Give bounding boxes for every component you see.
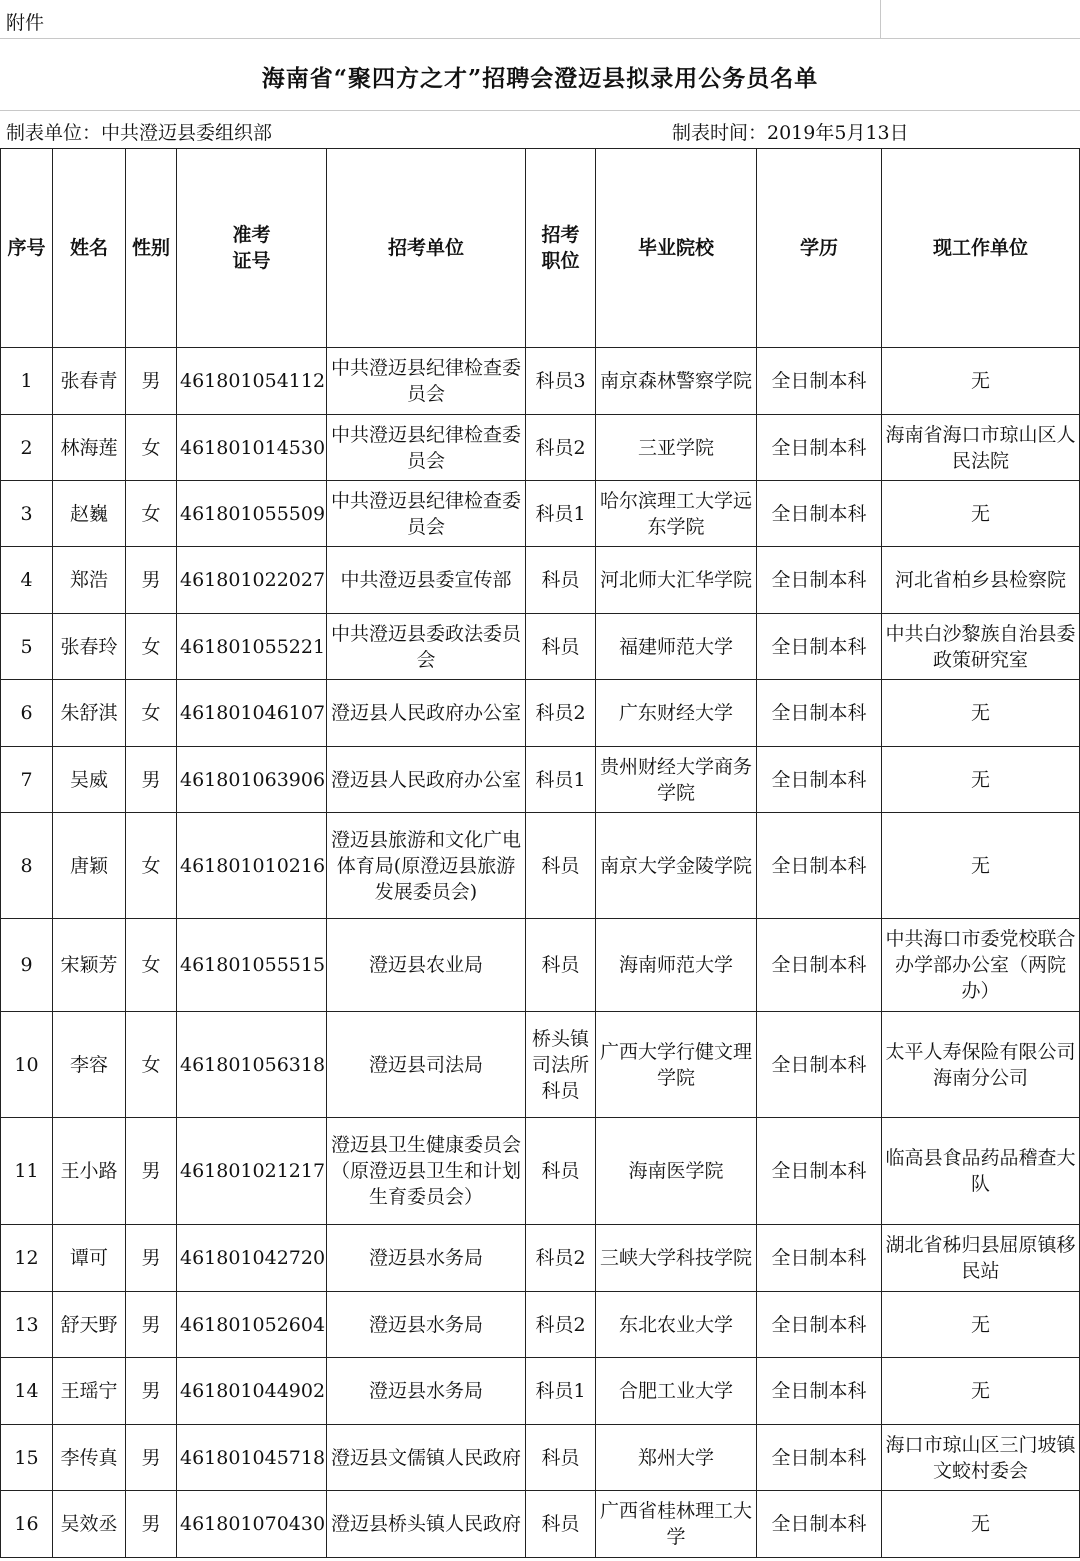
header-education: 学历 [757,149,882,348]
table-row [1,680,1080,747]
cell-gender: 女 [126,813,177,919]
cell-position: 科员3 [526,348,596,415]
cell-position: 科员 [526,1425,596,1491]
cell-school: 贵州财经大学商务学院 [596,747,757,813]
cell-position: 科员1 [526,481,596,547]
cell-seq: 14 [1,1358,53,1425]
header-unit: 招考单位 [327,149,526,348]
made-by-unit: 制表单位：中共澄迈县委组织部 [6,122,273,144]
cell-school: 南京大学金陵学院 [596,813,757,919]
cell-education: 全日制本科 [757,747,882,813]
header-position: 招考 职位 [526,149,596,348]
cell-unit: 澄迈县文儒镇人民政府 [327,1425,526,1491]
cell-education: 全日制本科 [757,1491,882,1558]
cell-current-employer: 无 [882,680,1080,747]
cell-seq: 5 [1,614,53,680]
cell-current-employer: 无 [882,1358,1080,1425]
cell-school: 广西大学行健文理学院 [596,1012,757,1118]
cell-gender: 男 [126,1118,177,1225]
cell-name: 张春青 [53,348,126,415]
cell-education: 全日制本科 [757,680,882,747]
cell-school: 广西省桂林理工大学 [596,1491,757,1558]
cell-seq: 1 [1,348,53,415]
cell-name: 林海莲 [53,415,126,481]
cell-school: 郑州大学 [596,1425,757,1491]
cell-unit: 中共澄迈县纪律检查委员会 [327,481,526,547]
cell-education: 全日制本科 [757,1358,882,1425]
table-row [1,1358,1080,1425]
cell-education: 全日制本科 [757,919,882,1012]
cell-exam-id: 461801014530 [177,415,327,481]
cell-name: 王瑶宁 [53,1358,126,1425]
cell-unit: 中共澄迈县委政法委员会 [327,614,526,680]
cell-unit: 澄迈县人民政府办公室 [327,747,526,813]
cell-position: 科员2 [526,1225,596,1292]
header-exam-id: 准考 证号 [177,149,327,348]
cell-seq: 15 [1,1425,53,1491]
cell-education: 全日制本科 [757,1118,882,1225]
cell-position: 科员 [526,1118,596,1225]
cell-education: 全日制本科 [757,1225,882,1292]
header-row [1,149,1080,348]
cell-education: 全日制本科 [757,547,882,614]
cell-school: 福建师范大学 [596,614,757,680]
cell-current-employer: 海口市琼山区三门坡镇文蛟村委会 [882,1425,1080,1491]
cell-current-employer: 无 [882,813,1080,919]
cell-current-employer: 无 [882,1491,1080,1558]
cell-name: 舒天野 [53,1292,126,1358]
table-row [1,1491,1080,1558]
cell-exam-id: 461801055515 [177,919,327,1012]
cell-name: 郑浩 [53,547,126,614]
cell-gender: 女 [126,415,177,481]
cell-school: 合肥工业大学 [596,1358,757,1425]
cell-current-employer: 无 [882,747,1080,813]
cell-position: 科员 [526,1491,596,1558]
cell-name: 谭可 [53,1225,126,1292]
cell-school: 广东财经大学 [596,680,757,747]
cell-current-employer: 无 [882,1292,1080,1358]
cell-seq: 8 [1,813,53,919]
cell-school: 哈尔滨理工大学远东学院 [596,481,757,547]
cell-position: 科员2 [526,680,596,747]
cell-name: 宋颖芳 [53,919,126,1012]
cell-name: 赵巍 [53,481,126,547]
cell-seq: 3 [1,481,53,547]
table-row [1,813,1080,919]
cell-exam-id: 461801042720 [177,1225,327,1292]
cell-current-employer: 河北省柏乡县检察院 [882,547,1080,614]
title-row [0,38,1080,111]
cell-position: 科员 [526,547,596,614]
cell-education: 全日制本科 [757,813,882,919]
table-row [1,614,1080,680]
table-row [1,1225,1080,1292]
cell-school: 海南师范大学 [596,919,757,1012]
cell-exam-id: 461801055509 [177,481,327,547]
cell-position: 桥头镇司法所科员 [526,1012,596,1118]
cell-position: 科员1 [526,747,596,813]
cell-unit: 澄迈县人民政府办公室 [327,680,526,747]
cell-unit: 中共澄迈县纪律检查委员会 [327,348,526,415]
cell-gender: 男 [126,1225,177,1292]
cell-gender: 男 [126,747,177,813]
table-row [1,1118,1080,1225]
table-row [1,747,1080,813]
cell-education: 全日制本科 [757,614,882,680]
cell-school: 三峡大学科技学院 [596,1225,757,1292]
cell-exam-id: 461801052604 [177,1292,327,1358]
cell-current-employer: 无 [882,481,1080,547]
cell-seq: 2 [1,415,53,481]
cell-unit: 澄迈县农业局 [327,919,526,1012]
cell-unit: 澄迈县水务局 [327,1225,526,1292]
cell-exam-id: 461801010216 [177,813,327,919]
cell-exam-id: 461801021217 [177,1118,327,1225]
cell-unit: 澄迈县卫生健康委员会（原澄迈县卫生和计划生育委员会） [327,1118,526,1225]
table-row [1,1425,1080,1491]
cell-education: 全日制本科 [757,1012,882,1118]
cell-gender: 男 [126,547,177,614]
cell-unit: 澄迈县水务局 [327,1292,526,1358]
cell-current-employer: 太平人寿保险有限公司海南分公司 [882,1012,1080,1118]
cell-exam-id: 461801055221 [177,614,327,680]
cell-seq: 7 [1,747,53,813]
header-seq: 序号 [1,149,53,348]
cell-unit: 澄迈县司法局 [327,1012,526,1118]
made-date: 制表时间：2019年5月13日 [672,122,909,144]
cell-exam-id: 461801056318 [177,1012,327,1118]
header-school: 毕业院校 [596,149,757,348]
cell-exam-id: 461801063906 [177,747,327,813]
cell-education: 全日制本科 [757,348,882,415]
cell-unit: 中共澄迈县纪律检查委员会 [327,415,526,481]
candidate-table [0,148,1080,1558]
cell-unit: 中共澄迈县委宣传部 [327,547,526,614]
document-title: 海南省“聚四方之才”招聘会澄迈县拟录用公务员名单 [261,65,819,92]
cell-current-employer: 湖北省秭归县屈原镇移民站 [882,1225,1080,1292]
cell-seq: 4 [1,547,53,614]
cell-gender: 女 [126,614,177,680]
header-name: 姓名 [53,149,126,348]
cell-exam-id: 461801070430 [177,1491,327,1558]
cell-name: 李传真 [53,1425,126,1491]
cell-unit: 澄迈县桥头镇人民政府 [327,1491,526,1558]
cell-name: 王小路 [53,1118,126,1225]
header-gender: 性别 [126,149,177,348]
cell-position: 科员 [526,919,596,1012]
cell-school: 南京森林警察学院 [596,348,757,415]
cell-exam-id: 461801045718 [177,1425,327,1491]
cell-name: 唐颖 [53,813,126,919]
cell-exam-id: 461801044902 [177,1358,327,1425]
cell-current-employer: 无 [882,348,1080,415]
cell-position: 科员 [526,614,596,680]
cell-seq: 10 [1,1012,53,1118]
cell-school: 三亚学院 [596,415,757,481]
cell-current-employer: 海南省海口市琼山区人民法院 [882,415,1080,481]
cell-current-employer: 临高县食品药品稽查大队 [882,1118,1080,1225]
cell-position: 科员2 [526,1292,596,1358]
cell-unit: 澄迈县水务局 [327,1358,526,1425]
cell-name: 李容 [53,1012,126,1118]
cell-name: 张春玲 [53,614,126,680]
cell-education: 全日制本科 [757,415,882,481]
cell-exam-id: 461801054112 [177,348,327,415]
cell-name: 朱舒淇 [53,680,126,747]
header-current-employer: 现工作单位 [882,149,1080,348]
cell-seq: 6 [1,680,53,747]
cell-gender: 男 [126,1292,177,1358]
cell-gender: 女 [126,1012,177,1118]
cell-gender: 男 [126,1358,177,1425]
cell-gender: 男 [126,1491,177,1558]
table-row [1,415,1080,481]
table-row [1,1292,1080,1358]
cell-position: 科员 [526,813,596,919]
table-row [1,481,1080,547]
cell-education: 全日制本科 [757,481,882,547]
table-row [1,547,1080,614]
cell-education: 全日制本科 [757,1425,882,1491]
cell-gender: 女 [126,680,177,747]
meta-row [0,110,1080,148]
cell-seq: 11 [1,1118,53,1225]
cell-school: 河北师大汇华学院 [596,547,757,614]
cell-name: 吴效丞 [53,1491,126,1558]
cell-gender: 男 [126,1425,177,1491]
cell-unit: 澄迈县旅游和文化广电体育局(原澄迈县旅游发展委员会) [327,813,526,919]
cell-current-employer: 中共海口市委党校联合办学部办公室（两院办） [882,919,1080,1012]
cell-seq: 12 [1,1225,53,1292]
cell-current-employer: 中共白沙黎族自治县委政策研究室 [882,614,1080,680]
table-row [1,1012,1080,1118]
cell-position: 科员2 [526,415,596,481]
cell-gender: 男 [126,348,177,415]
cell-education: 全日制本科 [757,1292,882,1358]
cell-school: 海南医学院 [596,1118,757,1225]
cell-school: 东北农业大学 [596,1292,757,1358]
cell-seq: 16 [1,1491,53,1558]
cell-gender: 女 [126,481,177,547]
attachment-bar [0,0,1080,39]
top-divider [880,0,881,38]
table-row [1,348,1080,415]
attachment-label: 附件 [6,12,45,34]
table-row [1,919,1080,1012]
cell-name: 吴威 [53,747,126,813]
cell-exam-id: 461801022027 [177,547,327,614]
cell-seq: 9 [1,919,53,1012]
cell-seq: 13 [1,1292,53,1358]
cell-gender: 女 [126,919,177,1012]
cell-position: 科员1 [526,1358,596,1425]
cell-exam-id: 461801046107 [177,680,327,747]
